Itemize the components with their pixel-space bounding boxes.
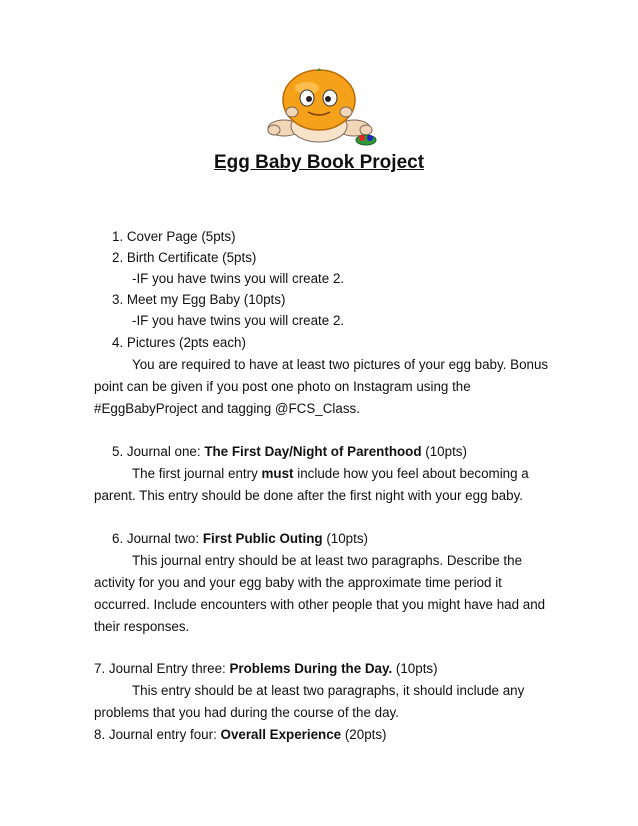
twins-note: -IF you have twins you will create 2.: [132, 313, 345, 328]
paragraph-line: activity for you and your egg baby with the approximate time period it: [94, 575, 502, 590]
list-item-pictures: 4. Pictures (2pts each): [112, 335, 246, 350]
heading-suffix: (10pts): [421, 444, 467, 459]
paragraph-line: problems that you had during the course of the day.: [94, 705, 399, 720]
journal-three-heading: [94, 660, 438, 677]
heading-bold: The First Day/Night of Parenthood: [204, 444, 422, 459]
text-span: include how you feel about becoming a: [293, 466, 529, 481]
heading-prefix: 8. Journal entry four:: [94, 727, 221, 742]
list-item-cover-page: 1. Cover Page (5pts): [112, 229, 236, 244]
heading-suffix: (20pts): [341, 727, 387, 742]
paragraph-line: This entry should be at least two paragraphs, it should include any: [132, 683, 525, 698]
paragraph-line: This journal entry should be at least two paragraphs. Describe the: [132, 553, 523, 568]
heading-bold: Problems During the Day.: [229, 661, 393, 676]
journal-four-heading: [94, 726, 387, 743]
heading-bold: Overall Experience: [220, 727, 342, 742]
journal-two-heading: [112, 530, 368, 547]
paragraph-line: [132, 465, 529, 482]
paragraph-line: their responses.: [94, 619, 190, 634]
heading-prefix: 6. Journal two:: [112, 531, 203, 546]
emphasis-must: must: [261, 466, 294, 481]
paragraph-line: occurred. Include encounters with other people that you might have had and: [94, 597, 546, 612]
list-item-meet-egg-baby: 3. Meet my Egg Baby (10pts): [112, 292, 286, 307]
text-span: The first journal entry: [132, 466, 262, 481]
heading-bold: First Public Outing: [202, 531, 323, 546]
paragraph-line: parent. This entry should be done after the first night with your egg baby.: [94, 488, 524, 503]
journal-one-heading: [112, 443, 467, 460]
heading-prefix: 7. Journal Entry three:: [94, 661, 230, 676]
page-title: Egg Baby Book Project: [213, 152, 425, 173]
paragraph-line: You are required to have at least two pictures of your egg baby. Bonus: [132, 357, 549, 372]
paragraph-line: point can be given if you post one photo on Instagram using the: [94, 379, 471, 394]
heading-suffix: (10pts): [392, 661, 438, 676]
heading-prefix: 5. Journal one:: [112, 444, 205, 459]
heading-suffix: (10pts): [322, 531, 368, 546]
paragraph-line: #EggBabyProject and tagging @FCS_Class.: [94, 401, 360, 416]
list-item-birth-certificate: 2. Birth Certificate (5pts): [112, 250, 257, 265]
twins-note: -IF you have twins you will create 2.: [132, 271, 345, 286]
egg-baby-clipart: [262, 68, 382, 152]
